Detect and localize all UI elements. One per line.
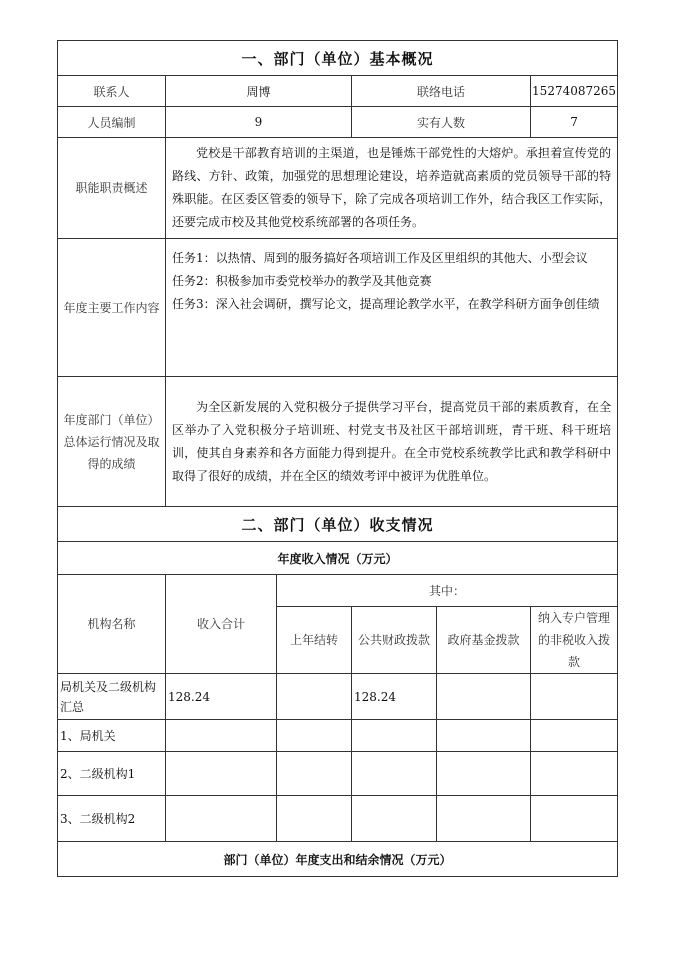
row-nontax (531, 720, 618, 752)
row-total: 128.24 (166, 674, 277, 720)
staff-value: 9 (166, 107, 352, 138)
phone-label: 联络电话 (352, 76, 531, 107)
col-among-header: 其中： (277, 575, 618, 607)
department-overview-table (57, 40, 618, 877)
row-org-name: 局机关及二级机构汇总 (58, 674, 166, 720)
work-label: 年度主要工作内容 (58, 239, 166, 377)
row-prev (277, 752, 352, 796)
col-org-header: 机构名称 (58, 575, 166, 674)
contact-label: 联系人 (58, 76, 166, 107)
section2-title: 二、部门（单位）收支情况 (58, 507, 618, 542)
row-nontax (531, 796, 618, 842)
income-title: 年度收入情况（万元） (58, 542, 618, 575)
row-prev (277, 674, 352, 720)
phone-value: 15274087265 (531, 76, 618, 107)
actual-staff-value: 7 (531, 107, 618, 138)
row-gov (437, 796, 531, 842)
staff-label: 人员编制 (58, 107, 166, 138)
row-total (166, 720, 277, 752)
contact-value: 周博 (166, 76, 352, 107)
col-gov-header: 政府基金拨款 (437, 607, 531, 674)
form-page (57, 40, 617, 877)
task-item: 任务1：以热情、周到的服务搞好各项培训工作及区里组织的其他大、小型会议 (172, 251, 588, 265)
row-prev (277, 720, 352, 752)
row-gov (437, 752, 531, 796)
row-public (352, 720, 437, 752)
duty-text: 党校是干部教育培训的主渠道，也是锤炼干部党性的大熔炉。承担着宣传党的路线、方针、政策，加强党的思想理论建设，培养造就高素质的党员领导干部的特殊职能。在区委区管委的领导下，除了完成各项培训工作外，结合我区工作实际，还要完成市校及其他党校系统部署的各项任务。 (172, 146, 612, 229)
row-org-name: 3、二级机构2 (58, 796, 166, 842)
actual-staff-label: 实有人数 (352, 107, 531, 138)
row-public: 128.24 (352, 674, 437, 720)
duty-label: 职能职责概述 (58, 138, 166, 239)
row-gov (437, 674, 531, 720)
table-row (58, 674, 618, 720)
expense-title: 部门（单位）年度支出和结余情况（万元） (58, 842, 618, 877)
row-nontax (531, 674, 618, 720)
row-public (352, 752, 437, 796)
section1-title: 一、部门（单位）基本概况 (58, 41, 618, 76)
col-public-header: 公共财政拨款 (352, 607, 437, 674)
overall-text: 为全区新发展的入党积极分子提供学习平台，提高党员干部的素质教育，在全区举办了入党积极分子培训班、村党支书及社区干部培训班，青干班、科干班培训，使其自身素养和各方面能力得到提升。在全市党校系统教学比武和教学科研中取得了很好的成绩，并在全区的绩效考评中被评为优胜单位。 (172, 399, 612, 483)
task-item: 任务2：积极参加市委党校举办的教学及其他竞赛 (172, 274, 432, 288)
task-item: 任务3：深入社会调研，撰写论文，提高理论教学水平，在教学科研方面争创佳绩 (172, 297, 600, 311)
row-nontax (531, 752, 618, 796)
tasks-list (166, 239, 618, 377)
row-total (166, 796, 277, 842)
table-row (58, 720, 618, 752)
row-total (166, 752, 277, 796)
overall-label: 年度部门（单位）总体运行情况及取得的成绩 (58, 377, 166, 507)
col-nontax-header: 纳入专户管理的非税收入拨款 (531, 607, 618, 674)
table-row (58, 796, 618, 842)
row-org-name: 1、局机关 (58, 720, 166, 752)
col-prev-header: 上年结转 (277, 607, 352, 674)
row-org-name: 2、二级机构1 (58, 752, 166, 796)
row-prev (277, 796, 352, 842)
row-gov (437, 720, 531, 752)
col-total-header: 收入合计 (196, 617, 245, 631)
row-public (352, 796, 437, 842)
table-row (58, 752, 618, 796)
